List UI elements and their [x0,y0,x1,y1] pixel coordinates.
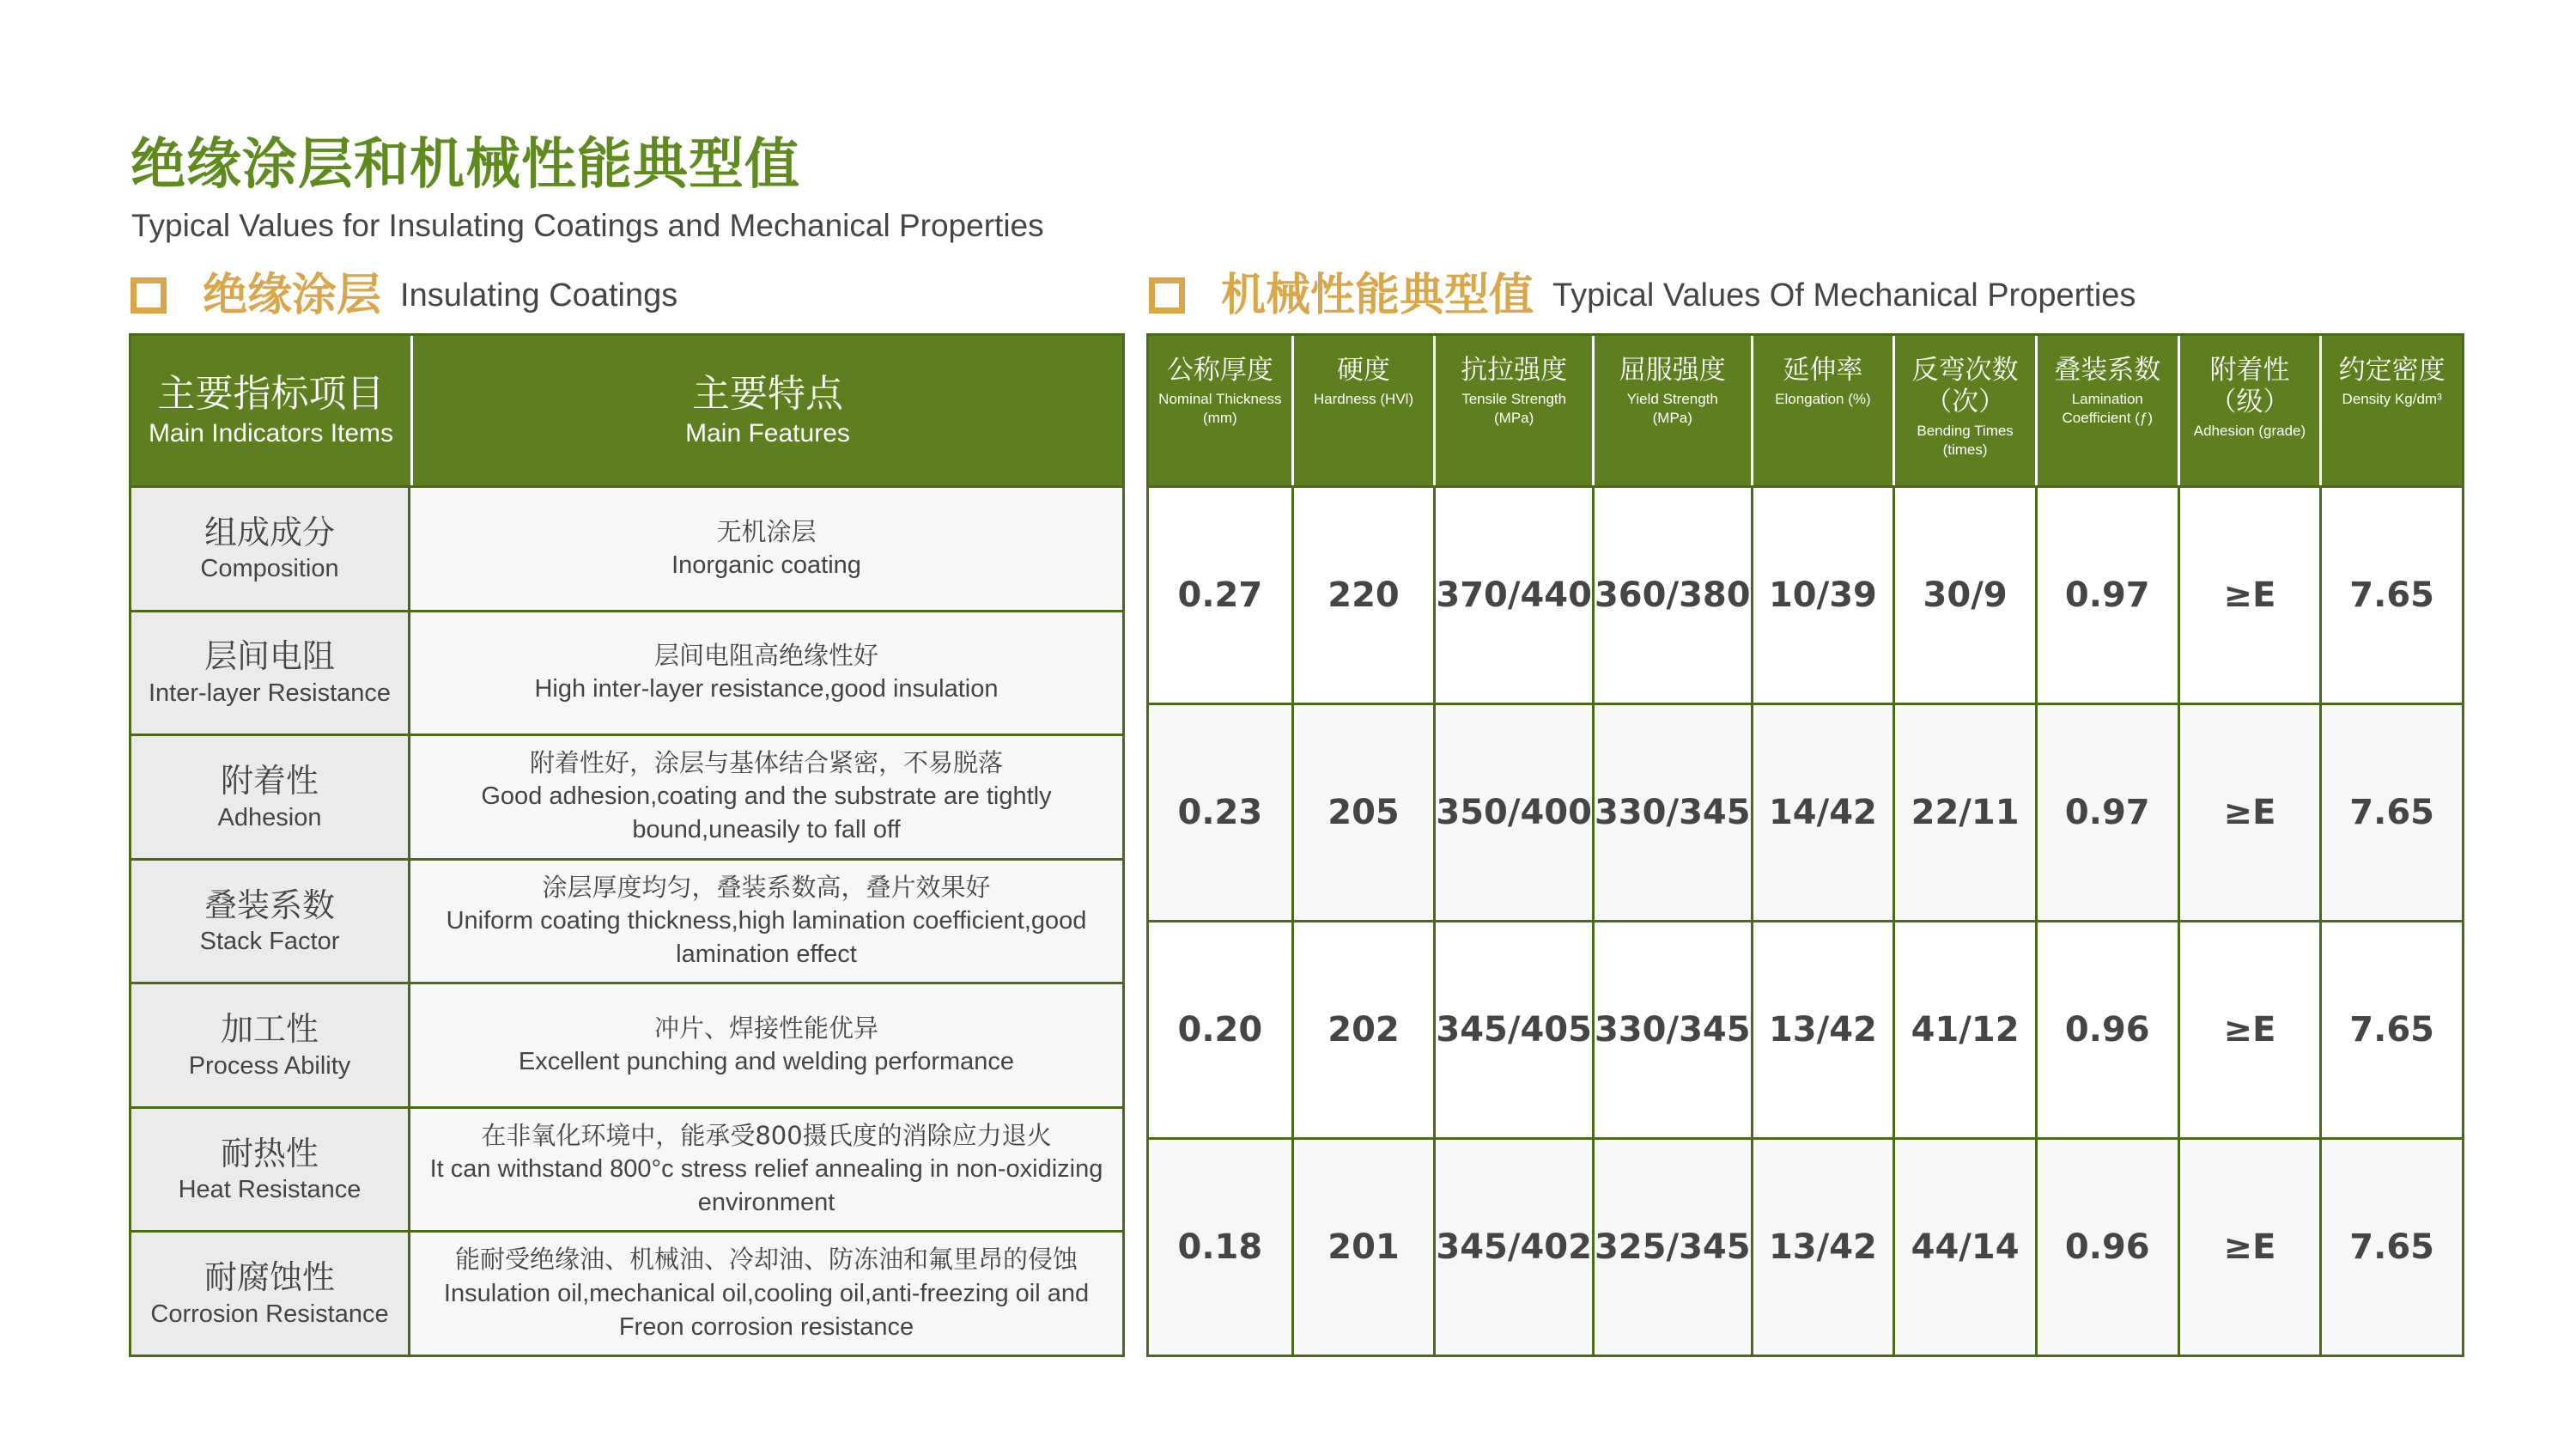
feature-cn: 无机涂层 [716,516,817,546]
header-label-cn: 抗拉强度 [1461,355,1568,386]
header-elongation [1751,336,1893,485]
item-cn: 附着性 [220,762,319,801]
item-cn: 叠装系数 [204,886,335,924]
item-en: Inter-layer Resistance [148,679,392,707]
square-bullet-icon [131,277,167,314]
header-label-en: Hardness (HVl) [1313,391,1414,408]
header-label-cn: 叠装系数 [2054,355,2161,386]
table-header-features [410,336,1122,485]
table-cell: 41/12 [1893,920,2035,1137]
table-cell: ≥E [2178,1137,2320,1355]
header-label-en: Bending Times (times) [1917,423,2014,459]
feature-cn: 层间电阻高绝缘性好 [653,641,878,671]
indicator-item [131,858,410,983]
feature-cn: 能耐受绝缘油、机械油、冷却油、防冻油和氟里昂的侵蚀 [454,1245,1078,1275]
item-en: Heat Resistance [178,1176,361,1204]
header-label-cn: 硬度 [1337,355,1391,386]
table-cell: 7.65 [2319,920,2462,1137]
table-cell: 14/42 [1751,703,1893,920]
table-cell: 202 [1291,920,1434,1137]
square-bullet-icon [1149,277,1185,314]
table-cell: 345/402 [1433,1137,1592,1355]
feature-cell [410,858,1122,983]
feature-en: It can withstand 800°c stress relief annealing in non-oxidizing environment [429,1155,1103,1217]
section-title-en: Insulating Coatings [400,277,678,314]
header-label-en: Main Features [685,419,850,448]
feature-en: Uniform coating thickness,high lamination coefficient,good lamination effect [446,906,1087,969]
header-label-en: Adhesion (grade) [2193,423,2306,440]
table-cell: 0.20 [1149,920,1291,1137]
feature-cn: 附着性好，涂层与基体结合紧密，不易脱落 [529,748,1003,778]
table-cell: ≥E [2178,703,2320,920]
table-cell: 325/345 [1592,1137,1751,1355]
header-label-cn: 公称厚度 [1166,355,1273,386]
header-label-cn: 附着性（级） [2209,355,2290,418]
feature-en: High inter-layer resistance,good insulation [534,675,999,703]
table-cell: 350/400 [1433,703,1592,920]
table-cell: 7.65 [2319,485,2462,703]
indicator-item [131,1106,410,1231]
table-cell: 360/380 [1592,485,1751,703]
insulating-coatings-table [129,333,1125,1357]
table-header-items [131,336,410,485]
table-cell: 0.96 [2035,920,2178,1137]
table-cell: 0.23 [1149,703,1291,920]
table-cell: 7.65 [2319,703,2462,920]
item-cn: 层间电阻 [204,637,335,676]
table-cell: 0.96 [2035,1137,2178,1355]
section-title-en: Typical Values Of Mechanical Properties [1552,277,2136,314]
feature-cell [410,485,1122,610]
table-cell: 345/405 [1433,920,1592,1137]
header-adhesion [2178,336,2320,485]
table-cell: 10/39 [1751,485,1893,703]
header-label-cn: 主要特点 [692,371,843,416]
header-label-cn: 延伸率 [1783,355,1863,386]
section-title-cn: 绝缘涂层 [203,270,382,321]
feature-en: Insulation oil,mechanical oil,cooling oil,anti-freezing oil and Freon corrosion resistance [443,1279,1090,1341]
mechanical-properties-heading [1149,270,2136,321]
table-cell: 201 [1291,1137,1434,1355]
indicator-item [131,485,410,610]
item-en: Stack Factor [199,928,340,956]
header-label-en: Nominal Thickness (mm) [1158,391,1282,427]
item-cn: 耐腐蚀性 [204,1258,335,1297]
table-cell: 13/42 [1751,1137,1893,1355]
indicator-item [131,1230,410,1355]
header-bending-times [1893,336,2035,485]
header-label-en: Tensile Strength (MPa) [1461,391,1567,427]
feature-en: Good adhesion,coating and the substrate are tightly bound,uneasily to fall off [481,782,1052,844]
feature-cell [410,734,1122,858]
table-cell: 0.97 [2035,485,2178,703]
header-label-cn: 屈服强度 [1619,355,1726,386]
header-label-en: Yield Strength (MPa) [1626,391,1718,427]
feature-cell [410,1106,1122,1231]
table-cell: ≥E [2178,920,2320,1137]
section-title-cn: 机械性能典型值 [1221,270,1534,321]
item-en: Corrosion Resistance [150,1300,389,1328]
table-cell: 13/42 [1751,920,1893,1137]
item-en: Composition [200,555,339,583]
header-label-cn: 主要指标项目 [157,371,385,416]
header-yield-strength [1592,336,1751,485]
item-en: Adhesion [217,803,322,831]
feature-cell [410,1230,1122,1355]
table-cell: 7.65 [2319,1137,2462,1355]
feature-cn: 涂层厚度均匀，叠装系数高，叠片效果好 [542,872,991,902]
item-en: Process Ability [188,1051,351,1080]
table-cell: 330/345 [1592,703,1751,920]
feature-cn: 在非氧化环境中，能承受800摄氏度的消除应力退火 [481,1120,1052,1150]
feature-en: Inorganic coating [671,551,861,579]
header-label-cn: 反弯次数（次） [1911,355,2019,418]
feature-cell [410,982,1122,1106]
header-label-en: Density Kg/dm³ [2342,391,2442,408]
indicator-item [131,734,410,858]
feature-cell [410,610,1122,734]
table-cell: ≥E [2178,485,2320,703]
item-cn: 耐热性 [220,1134,319,1172]
table-cell: 330/345 [1592,920,1751,1137]
table-cell: 205 [1291,703,1434,920]
item-cn: 加工性 [220,1010,319,1049]
table-cell: 0.97 [2035,703,2178,920]
table-cell: 370/440 [1433,485,1592,703]
page-title: 绝缘涂层和机械性能典型值 [131,133,800,197]
table-cell: 30/9 [1893,485,2035,703]
indicator-item [131,982,410,1106]
header-label-en: Elongation (%) [1775,391,1871,408]
table-cell: 220 [1291,485,1434,703]
table-cell: 22/11 [1893,703,2035,920]
page-subtitle: Typical Values for Insulating Coatings and Mechanical Properties [131,208,1044,243]
header-hardness [1291,336,1434,485]
feature-cn: 冲片、焊接性能优异 [653,1013,878,1043]
header-lamination-coefficient [2035,336,2178,485]
item-cn: 组成成分 [204,513,335,551]
table-cell: 44/14 [1893,1137,2035,1355]
indicator-item [131,610,410,734]
header-density [2319,336,2462,485]
table-cell: 0.27 [1149,485,1291,703]
header-nominal-thickness [1149,336,1291,485]
table-cell: 0.18 [1149,1137,1291,1355]
insulating-coatings-heading [131,270,678,321]
mechanical-properties-table [1146,333,2464,1357]
header-label-en: Lamination Coefficient (ƒ) [2062,391,2154,427]
header-label-en: Main Indicators Items [148,419,394,448]
header-tensile-strength [1433,336,1592,485]
feature-en: Excellent punching and welding performance [518,1048,1015,1076]
header-label-cn: 约定密度 [2338,355,2445,386]
